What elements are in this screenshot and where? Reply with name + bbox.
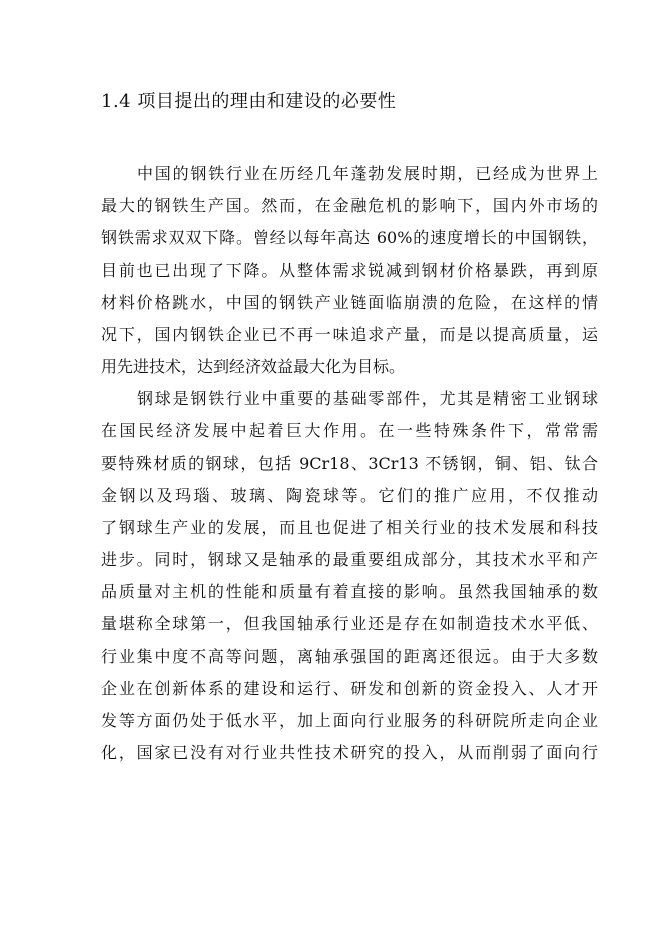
paragraph-line: 目前也已出现了下降。从整体需求锐减到钢材价格暴跌，再到原 (101, 261, 598, 280)
paragraph-line: 钢球是钢铁行业中重要的基础零部件，尤其是精密工业钢球 (137, 389, 598, 408)
paragraph-line: 况下，国内钢铁企业已不再一味追求产量，而是以提高质量，运 (101, 325, 598, 344)
paragraph-line: 量堪称全球第一，但我国轴承行业还是存在如制造技术水平低、 (101, 614, 598, 633)
paragraph-line: 在国民经济发展中起着巨大作用。在一些特殊条件下，常常需 (101, 421, 598, 440)
paragraph-line: 化，国家已没有对行业共性技术研究的投入，从而削弱了面向行 (101, 743, 598, 762)
paragraph-line: 品质量对主机的性能和质量有着直接的影响。虽然我国轴承的数 (101, 582, 598, 601)
paragraph-line: 行业集中度不高等问题，离轴承强国的距离还很远。由于大多数 (101, 647, 598, 666)
paragraph-line: 中国的钢铁行业在历经几年蓬勃发展时期，已经成为世界上 (137, 164, 598, 183)
paragraph-line: 企业在创新体系的建设和运行、研发和创新的资金投入、人才开 (101, 679, 598, 698)
section-heading: 1.4 项目提出的理由和建设的必要性 (101, 91, 397, 112)
paragraph-line: 要特殊材质的钢球，包括 9Cr18、3Cr13 不锈钢，铜、铝、钛合 (101, 454, 598, 473)
paragraph-line: 用先进技术，达到经济效益最大化为目标。 (101, 357, 406, 376)
paragraph-line: 了钢球生产业的发展，而且也促进了相关行业的技术发展和科技 (101, 518, 598, 537)
paragraph-line: 金钢以及玛瑙、玻璃、陶瓷球等。它们的推广应用，不仅推动 (101, 486, 598, 505)
paragraph-line: 钢铁需求双双下降。曾经以每年高达 60%的速度增长的中国钢铁， (101, 228, 598, 247)
paragraph-line: 进步。同时，钢球又是轴承的最重要组成部分，其技术水平和产 (101, 550, 598, 569)
paragraph-line: 最大的钢铁生产国。然而，在金融危机的影响下，国内外市场的 (101, 196, 598, 215)
paragraph-line: 材料价格跳水，中国的钢铁产业链面临崩溃的危险，在这样的情 (101, 293, 598, 312)
paragraph-line: 发等方面仍处于低水平，加上面向行业服务的科研院所走向企业 (101, 711, 598, 730)
